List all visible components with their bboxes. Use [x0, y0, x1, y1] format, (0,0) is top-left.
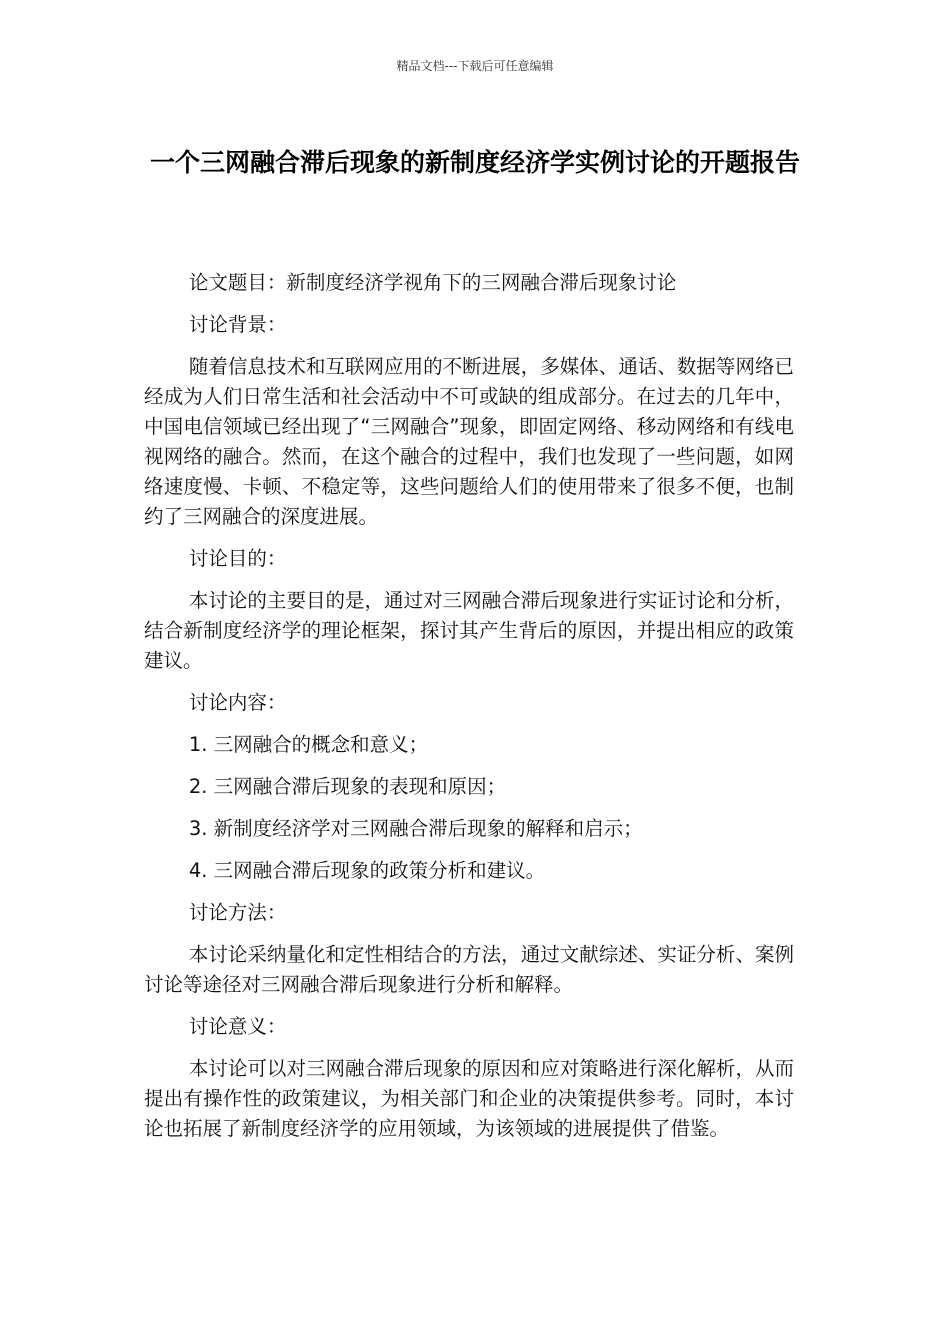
content-list-item: 1. 三网融合的概念和意义；: [188, 733, 429, 756]
document-title: 一个三网融合滞后现象的新制度经济学实例讨论的开题报告: [149, 148, 800, 177]
background-paragraph: 随着信息技术和互联网应用的不断进展，多媒体、通话、数据等网络已经成为人们日常生活和社会活动中不可或缺的组成部分。在过去的几年中，中国电信领域已经出现了“三网融合”现象，即固定网络、移动网络和有线电视网络的融合。然而，在这个融合的过程中，我们也发现了一些问题，如网络速度慢、卡顿、不稳定等，这些问题给人们的使用带来了很多不便，也制约了三网融合的深度进展。: [144, 355, 794, 528]
significance-paragraph: 本讨论可以对三网融合滞后现象的原因和应对策略进行深化解析，从而提出有操作性的政策建议，为相关部门和企业的决策提供参考。同时，本讨论也拓展了新制度经济学的应用领域，为该领域的进展提供了借鉴。: [144, 1057, 794, 1140]
method-heading: 讨论方法：: [188, 901, 287, 924]
topic-line: 论文题目：新制度经济学视角下的三网融合滞后现象讨论: [188, 271, 677, 294]
content-list-item: 4. 三网融合滞后现象的政策分析和建议。: [188, 859, 546, 882]
header-note: 精品文档---下载后可任意编辑: [396, 59, 554, 73]
method-paragraph: 本讨论采纳量化和定性相结合的方法，通过文献综述、实证分析、案例讨论等途径对三网融合滞后现象进行分析和解释。: [144, 943, 794, 996]
purpose-heading: 讨论目的：: [188, 547, 287, 570]
document-body: [144, 268, 794, 1156]
background-heading: 讨论背景：: [188, 313, 287, 336]
content-heading: 讨论内容：: [188, 691, 287, 714]
purpose-paragraph: 本讨论的主要目的是，通过对三网融合滞后现象进行实证讨论和分析，结合新制度经济学的理论框架，探讨其产生背后的原因，并提出相应的政策建议。: [144, 589, 794, 672]
content-list-item: 2. 三网融合滞后现象的表现和原因；: [188, 775, 507, 798]
content-list-item: 3. 新制度经济学对三网融合滞后现象的解释和启示；: [188, 817, 643, 840]
significance-heading: 讨论意义：: [188, 1015, 287, 1038]
